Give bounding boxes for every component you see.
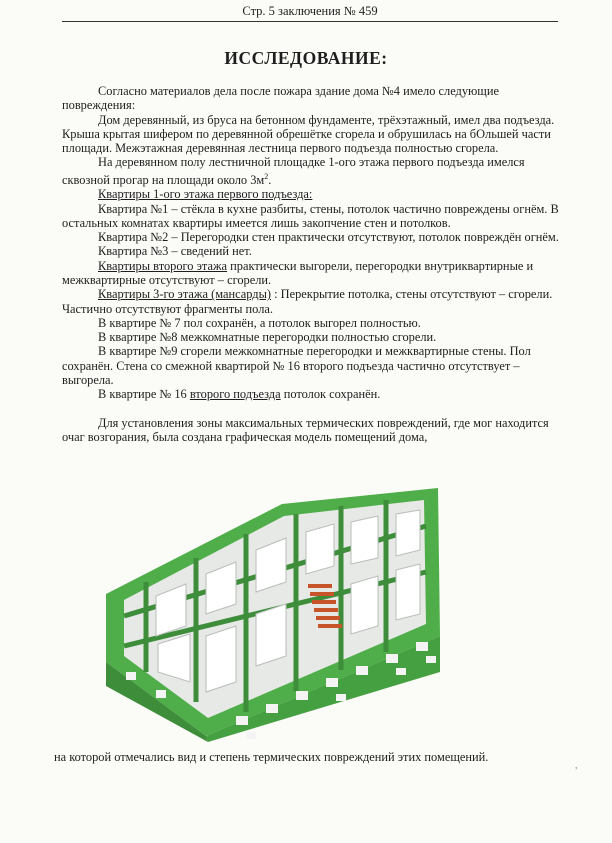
page-title: ИССЛЕДОВАНИЕ: — [224, 48, 388, 68]
paragraph-apt9: В квартире №9 сгорели межкомнатные перегородки и межквартирные стены. Пол сохранён. Стена со смежной квартирой № 16 второго подъезда частично отсутствует – выгорела. — [62, 344, 531, 388]
heading-floor1-text: Квартиры 1-ого этажа первого подъезда: — [98, 187, 313, 202]
paragraph-apt7: В квартире № 7 пол сохранён, а потолок выгорел полностью. — [98, 315, 421, 330]
document-body — [62, 84, 562, 444]
heading-floor2: Квартиры второго этажа — [98, 258, 228, 273]
paragraph-intro: Согласно материалов дела после пожара здание дома №4 имело следующие повреждения: — [62, 84, 499, 113]
paragraph-apt8: В квартире №8 межкомнатные перегородки полностью сгорели. — [98, 330, 437, 345]
figure-caption: на которой отмечались вид и степень термических повреждений этих помещений. — [54, 750, 489, 764]
apt16-text: В квартире № 16 — [98, 387, 190, 402]
paragraph-landing — [62, 155, 562, 187]
landing-text: На деревянном полу лестничной площадке 1-ого этажа первого подъезда имелся сквозной прогар на площади около 3м — [62, 155, 525, 187]
paragraph-model: Для установления зоны максимальных термических повреждений, где мог находится очаг возгорания, была создана графическая модель помещений дома, — [62, 415, 549, 444]
paragraph-house: Дом деревянный, из бруса на бетонном фундаменте, трёхэтажный, имел два подъезда. Крыша крытая шифером по деревянной обрешётке сгорела и обрушилась на бОльшей части площади. Межэтажная деревянная лестница первого подъезда полностью сгорела. — [62, 112, 555, 156]
paragraph-apt3: Квартира №3 – сведений нет. — [98, 244, 252, 259]
heading-floor1 — [62, 187, 562, 201]
heading-floor3: Квартиры 3-го этажа (мансарды) — [98, 287, 272, 302]
building-3d-model — [86, 486, 448, 742]
landing-end: . — [268, 172, 272, 187]
paragraph-floor3 — [62, 287, 562, 316]
margin-mark: , — [575, 760, 578, 771]
floor2-text: практически выгорели, перегородки внутриквартирные и межквартирные отсутствуют – сгорели. — [62, 258, 534, 287]
paragraph-apt1: Квартира №1 – стёкла в кухне разбиты, стены, потолок частично повреждены огнём. В остальных комнатах квартиры имеется лишь закопчение стен и потолков. — [62, 201, 559, 230]
landing-sup: 2 — [264, 171, 269, 181]
apt16-underlined: второго подъезда — [189, 387, 281, 402]
floor3-text: : Перекрытие потолка, стены отсутствуют – сгорели. Частично отсутствуют фрагменты пола. — [62, 287, 553, 316]
apt16-end: потолок сохранён. — [280, 387, 381, 402]
page-header: Стр. 5 заключения № 459 — [62, 4, 558, 22]
paragraph-floor2 — [62, 259, 562, 288]
paragraph-apt16 — [62, 387, 562, 401]
paragraph-apt2: Квартира №2 – Перегородки стен практически отсутствуют, потолок повреждён огнём. — [98, 230, 559, 245]
